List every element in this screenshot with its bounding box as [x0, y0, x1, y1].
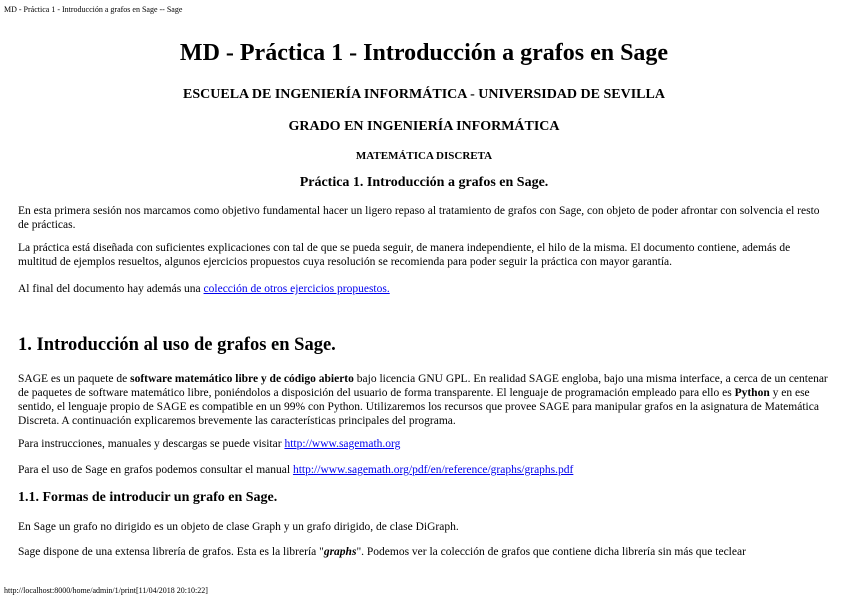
section-1-1-heading: 1.1. Formas de introducir un grafo en Sage.	[18, 490, 278, 505]
school-heading: ESCUELA DE INGENIERÍA INFORMÁTICA - UNIVERSIDAD DE SEVILLA	[183, 87, 665, 102]
exercises-link[interactable]: colección de otros ejercicios propuestos.	[203, 283, 390, 295]
section-1-1-p2-text-a: Sage dispone de una extensa librería de grafos. Esta es la librería "	[18, 546, 324, 558]
intro-paragraph-3-text: Al final del documento hay además una	[18, 283, 204, 295]
subject-heading: MATEMÁTICA DISCRETA	[355, 150, 493, 162]
section-1-p2-text: Para instrucciones, manuales y descargas se puede visitar	[18, 438, 285, 450]
practice-heading: Práctica 1. Introducción a grafos en Sage.	[299, 175, 549, 190]
section-1-p3-text: Para el uso de Sage en grafos podemos consultar el manual	[18, 464, 293, 476]
print-footer: http://localhost:8000/home/admin/1/print[11/04/2018 20:10:22]	[4, 586, 208, 595]
section-1-text-e: y en ese sentido, el lenguaje propio de SAGE es compatible en un 99% con Python. Utilizaremos los recursos que provee SAGE para manipular grafos en la asignatura de Matemática Discreta. A continuación explicaremos brevemente las características principales del programa.	[18, 387, 819, 427]
intro-paragraph-1: En esta primera sesión nos marcamos como objetivo fundamental hacer un ligero repaso al tratamiento de grafos con Sage, con objeto de poder afrontar con solvencia el resto de prácticas.	[18, 205, 820, 231]
section-1-paragraph-2	[18, 437, 830, 451]
intro-paragraph-2: La práctica está diseñada con suficientes explicaciones con tal de que se pueda seguir, de manera independiente, el hilo de la misma. El documento contiene, además de multitud de ejemplos resueltos, algunos ejercicios propuestos cuya resolución se recomienda para poder seguir la práctica con mayor garantía.	[18, 242, 791, 268]
graphs-manual-link[interactable]: http://www.sagemath.org/pdf/en/reference/graphs/graphs.pdf	[292, 464, 574, 476]
section-1-bold-software: software matemático libre y de código abierto	[130, 373, 354, 385]
print-header: MD - Práctica 1 - Introducción a grafos en Sage -- Sage	[4, 5, 183, 14]
section-1-heading: 1. Introducción al uso de grafos en Sage.	[18, 335, 336, 355]
section-1-1-paragraph-1: En Sage un grafo no dirigido es un objeto de clase Graph y un grafo dirigido, de clase DiGraph.	[18, 521, 459, 533]
section-1-paragraph-1	[18, 372, 830, 428]
page-title: MD - Práctica 1 - Introducción a grafos en Sage	[179, 40, 669, 66]
degree-heading: GRADO EN INGENIERÍA INFORMÁTICA	[288, 119, 560, 134]
section-1-bold-python: Python	[734, 387, 770, 399]
sagemath-link[interactable]: http://www.sagemath.org	[284, 438, 401, 450]
intro-paragraph-3	[18, 282, 830, 296]
graphs-term: graphs	[323, 546, 357, 558]
section-1-text-a: SAGE es un paquete de	[18, 373, 131, 385]
section-1-1-paragraph-2	[18, 545, 830, 559]
section-1-1-p2-text-c: ". Podemos ver la colección de grafos que contiene dicha librería sin más que teclear	[356, 546, 746, 558]
section-1-paragraph-3	[18, 463, 830, 477]
section-1-text-c: bajo licencia GNU GPL. En realidad SAGE engloba, bajo una misma interface, a cerca de un centenar de paquetes de software matemático libre, poniéndolos a disposición del usuario de forma transparente. El lenguaje de programación empleado para ello es	[18, 373, 828, 399]
